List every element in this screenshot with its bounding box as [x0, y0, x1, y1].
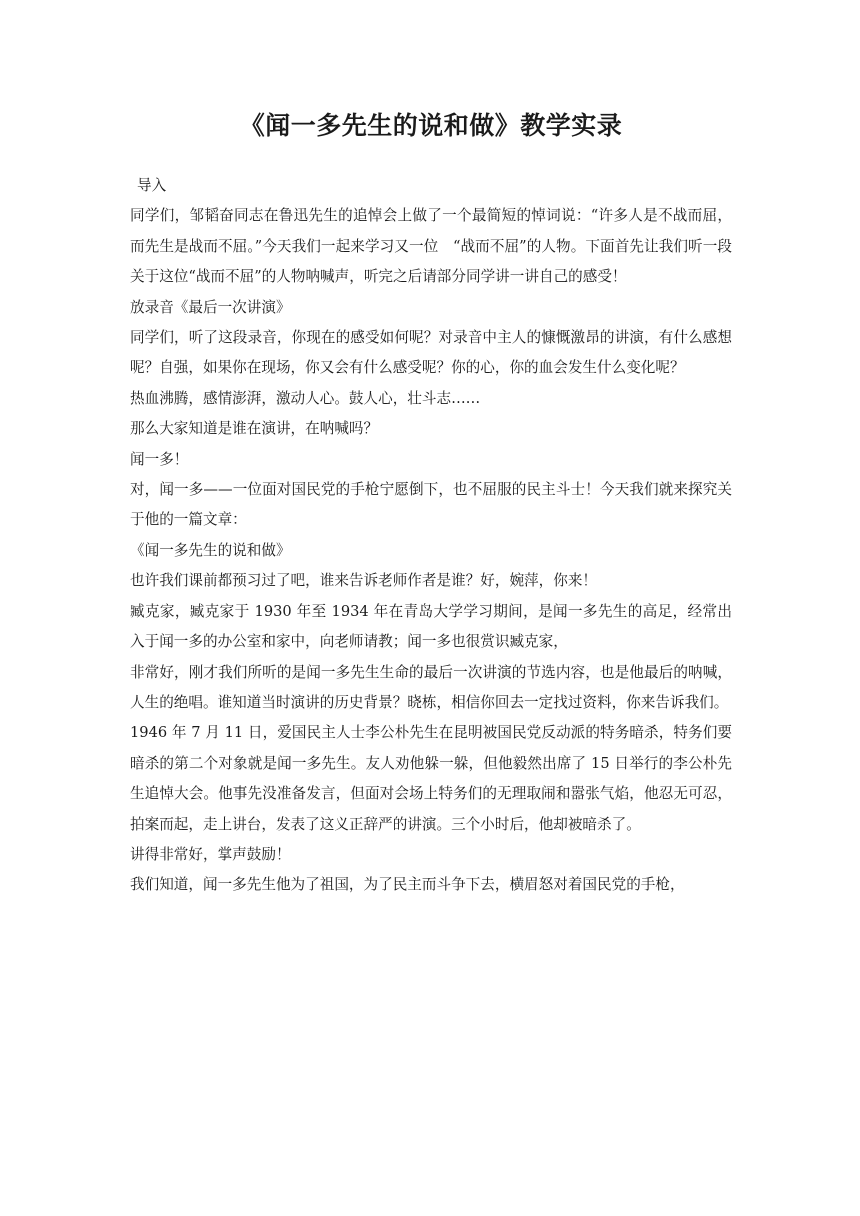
paragraph: 1946 年 7 月 11 日，爱国民主人士李公朴先生在昆明被国民党反动派的特务暗杀，特务们要暗杀的第二个对象就是闻一多先生。友人劝他躲一躲，但他毅然出席了 15 日举行的李公朴先生追悼大会。他事先没准备发言，但面对会场上特务们的无理取闹和嚣张气焰，他忍无可忍，拍案而起，走上讲台，发表了这义正辞严的讲演。三个小时后，他却被暗杀了。	[130, 724, 732, 833]
paragraph: 热血沸腾，感情澎湃，激动人心。鼓人心，壮斗志……	[130, 389, 481, 407]
document-title: 《闻一多先生的说和做》教学实录	[239, 111, 623, 140]
paragraph: 非常好，刚才我们所听的是闻一多先生生命的最后一次讲演的节选内容，也是他最后的呐喊，人生的绝唱。谁知道当时演讲的历史背景？晓栋，相信你回去一定找过资料，你来告诉我们。	[130, 663, 732, 711]
paragraph: 那么大家知道是谁在演讲，在呐喊吗？	[130, 420, 379, 438]
paragraph: 也许我们课前都预习过了吧，谁来告诉老师作者是谁？好，婉萍，你来！	[130, 572, 598, 590]
section-heading-intro: 导入	[137, 177, 167, 194]
paragraph: 对，闻一多——一位面对国民党的手枪宁愿倒下，也不屈服的民主斗士！今天我们就来探究关于他的一篇文章：	[130, 481, 732, 529]
paragraph: 《闻一多先生的说和做》	[130, 541, 291, 559]
paragraph: 讲得非常好，掌声鼓励！	[130, 845, 291, 863]
paragraph: 臧克家，臧克家于 1930 年至 1934 年在青岛大学学习期间，是闻一多先生的高足，经常出入于闻一多的办公室和家中，向老师请教；闻一多也很赏识臧克家，	[130, 602, 732, 651]
paragraph: 我们知道，闻一多先生他为了祖国，为了民主而斗争下去，横眉怒对着国民党的手枪，	[130, 876, 685, 894]
paragraph: 同学们，邹韬奋同志在鲁迅先生的追悼会上做了一个最简短的悼词说：“许多人是不战而屈，而先生是战而不屈。”今天我们一起来学习又一位 “战而不屈”的人物。下面首先让我们听一段关于这位“战而不屈”的人物呐喊声，听完之后请部分同学讲一讲自己的感受！	[130, 207, 732, 286]
paragraph: 同学们，听了这段录音，你现在的感受如何呢？对录音中主人的慷慨激昂的讲演，有什么感想呢？自强，如果你在现场，你又会有什么感受呢？你的心，你的血会发生什么变化呢？	[130, 329, 732, 377]
paragraph: 放录音《最后一次讲演》	[130, 298, 291, 316]
document-body	[130, 171, 732, 901]
paragraph: 闻一多！	[130, 450, 189, 468]
